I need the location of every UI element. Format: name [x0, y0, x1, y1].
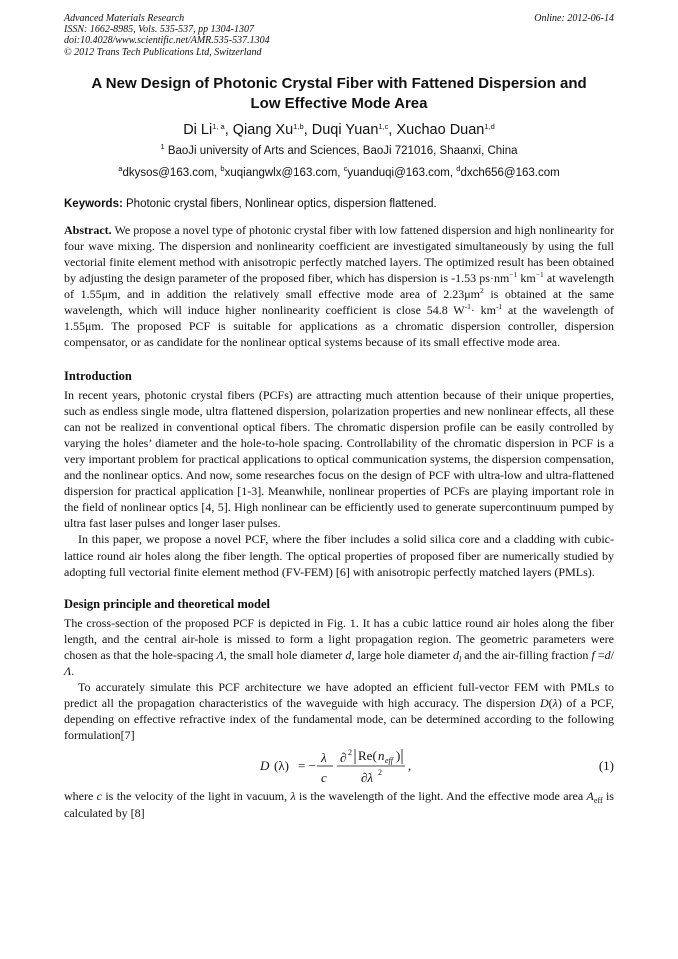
math-symbol: d [345, 647, 352, 662]
affiliation [64, 143, 614, 159]
online-date: Online: 2012-06-14 [534, 13, 614, 24]
design-paragraph-1 [64, 615, 614, 679]
text-run: = [594, 647, 605, 662]
text-run: , large hole diameter [351, 647, 453, 662]
email-sup: a [118, 163, 123, 173]
keywords-text: Photonic crystal fibers, Nonlinear optics, dispersion flattened. [126, 197, 437, 210]
text-run: To accurately simulate this PCF architecture we have adopted an efficient full-vector FEM with PMLs to predict all the propagation characteristics of the waveguide with high accuracy. The dispersion [64, 680, 614, 711]
page [64, 13, 614, 821]
math-symbol: A [586, 789, 594, 804]
math-symbol: d [452, 647, 459, 662]
eq-partial-exp: 2 [348, 748, 352, 758]
abstract-text: at the wavelength of 1.55μm. The proposed PCF is suitable for applications as a chromatic dispersion controller, dispersion compensator, or as candidate for the nonlinear optical systems because of its small effective mode area. [64, 303, 614, 350]
math-subscript: eff [593, 796, 603, 806]
author-name: Duqi Yuan [311, 121, 379, 138]
eq-close: ) [396, 748, 401, 764]
author-name: Xuchao Duan [396, 121, 485, 138]
superscript: −1 [535, 270, 544, 280]
eq-lhs-lambda: (λ) [274, 758, 289, 774]
abstract-text: We propose a novel type of photonic crystal fiber with low fattened dispersion and high nonlinearity for four wave mixing. The dispersion and nonlinearity coefficient are investigated simultaneously by using the full vectorial finite element method with anisotropic perfectly matched layers. The optimized result has been obtained by adjusting the design parameter of the proposed fiber, which has dispersion is -1.53 ps·nm [64, 222, 614, 286]
math-symbol: f [591, 647, 595, 662]
text-run: The cross-section of the proposed PCF is depicted in Fig. 1. It has a cubic lattice round air holes along the fiber length, and the central air-hole is missed to form a light propagation region. The geometric parameters were chosen as that the hole-spacing [64, 615, 614, 662]
text-run: / [610, 647, 614, 662]
text-run: , the small hole diameter [223, 647, 346, 662]
email-sup: c [343, 163, 348, 173]
author-name: Qiang Xu [232, 121, 294, 138]
superscript: -1 [464, 302, 471, 312]
email-sup: d [456, 163, 461, 173]
eq-num-lambda: λ [321, 750, 327, 766]
abstract-text: at wavelength of 1.55μm, and in addition the relatively small effective mode area of 2.23μm [64, 271, 614, 302]
eq-n: n [378, 748, 385, 764]
text-run: where [64, 789, 97, 804]
math-symbol: d [604, 647, 611, 662]
eq-den-partial: ∂λ [361, 770, 374, 786]
superscript: -1 [495, 302, 503, 312]
eq-equals: = − [298, 758, 316, 774]
keywords [64, 197, 614, 212]
text-run: ( [548, 696, 553, 711]
eq-number: (1) [598, 758, 614, 774]
doi-line[interactable]: doi:10.4028/www.scientific.net/AMR.535-537.1304 [64, 35, 270, 47]
design-paragraph-2 [64, 679, 614, 743]
math-symbol: c [96, 789, 102, 804]
eq-partial: ∂ [340, 750, 347, 766]
design-paragraph-3 [64, 788, 614, 820]
abstract-text: km [517, 271, 536, 286]
email-list: $^a$dkysos@163.com, $^b$xuqiangwlx@163.com, $^c$yuanduqi@163.com, $^d$dxch656@163.com [118, 163, 560, 179]
author-sup: 1,b [293, 121, 304, 131]
section-heading-design: Design principle and theoretical model [64, 596, 271, 611]
section-heading-introduction: Introduction [64, 368, 132, 383]
eq-eff: eff [385, 756, 393, 766]
eq-den-exp: 2 [378, 768, 382, 778]
journal-header [64, 13, 614, 58]
math-symbol: Λ [64, 663, 72, 678]
title-line-1: A New Design of Photonic Crystal Fiber with Fattened Dispersion and [91, 74, 587, 92]
abstract-label: Abstract. [64, 222, 112, 237]
math-symbol: D [539, 696, 549, 711]
abstract-text: · km [470, 303, 496, 318]
eq-lhs-d: D [260, 758, 270, 774]
copyright-line: © 2012 Trans Tech Publications Ltd, Switzerland [64, 46, 262, 58]
equation-svg [64, 744, 614, 788]
math-symbol: λ [290, 789, 296, 804]
superscript: 2 [479, 286, 484, 296]
author-sup: 1,d [484, 121, 495, 131]
author-name: Di Li [183, 121, 213, 138]
text-run: . [71, 663, 75, 678]
author-sup: 1, a [212, 121, 225, 131]
affiliation-sup: 1 [160, 141, 165, 151]
email-link[interactable]: xuqiangwlx@163.com [224, 166, 338, 179]
intro-paragraph-2: In this paper, we propose a novel PCF, where the fiber includes a solid silica core and a cladding with cubic-lattice round air holes along the fiber length. The optical properties of proposed fiber are numerically studied by adopting full vectorial finite element method (FV-FEM) [6] with anisotropic perfectly matched layers (PMLs). [64, 532, 614, 579]
issn-line: ISSN: 1662-8985, Vols. 535-537, pp 1304-1307 [64, 24, 254, 36]
abstract [64, 222, 614, 351]
text-run: and the air-filling fraction [461, 647, 592, 662]
equation-1 [64, 744, 614, 788]
eq-re: Re( [358, 748, 377, 764]
text-run: is the velocity of the light in vacuum, [102, 789, 291, 804]
text-run: ) of a PCF, depending on effective refractive index of the fundamental mode, can be determined according to the following formulation[7] [64, 696, 614, 743]
email-link[interactable]: dkysos@163.com [122, 166, 215, 179]
eq-comma: , [408, 758, 412, 774]
text-run: is calculated by [8] [64, 789, 614, 820]
author-sup: 1,c [378, 121, 389, 131]
paper-title [64, 74, 614, 114]
math-subscript: l [458, 654, 462, 664]
email-link[interactable]: dxch656@163.com [460, 166, 560, 179]
author-list: Di Li$^{1, a}$, Qiang Xu$^{1,b}$, Duqi Yuan$^{1,c}$, Xuchao Duan$^{1,d}$ [183, 121, 495, 138]
keywords-label: Keywords: [64, 197, 123, 210]
superscript: −1 [509, 270, 518, 280]
math-symbol: Λ [216, 647, 224, 662]
intro-paragraph-1: In recent years, photonic crystal fibers (PCFs) are attracting much attention because of their unique properties, such as endless single mode, ultra flattened dispersion, polarization properties and new nonlinear effects, all these can not be realized in conventional optical fibers. The chromatic dispersion profile can be easily controlled by varying the holes’ diameter and the hole-to-hole spacing. Controllability of the chromatic dispersion in PCF is a very important problem for practical applications to optical communication systems, the dispersion compensation, and the nonlinear optics. And now, some researches focus on the design of PCF with ultra-low and ultra-flattened dispersion for practical application [1-3]. Meanwhile, nonlinear properties of PCFs are playing important role in the field of nonlinear optics [4, 5]. High nonlinear can be efficiently used to generate supercontinuum pumped by ultra fast laser pulses and longer laser pulses. [64, 387, 614, 531]
journal-name: Advanced Materials Research [64, 13, 185, 24]
abstract-text: is obtained at the same wavelength, which will induce higher nonlinearity coefficient is close 54.8 W [64, 287, 614, 318]
eq-den-c: c [321, 770, 327, 786]
text-run: is the wavelength of the light. And the effective mode area [295, 789, 587, 804]
title-line-2: Low Effective Mode Area [250, 94, 428, 112]
affiliation-text: BaoJi university of Arts and Sciences, BaoJi 721016, Shaanxi, China [167, 144, 518, 157]
email-sup: b [220, 163, 225, 173]
email-link[interactable]: yuanduqi@163.com [347, 166, 450, 179]
math-symbol: λ [552, 696, 558, 711]
